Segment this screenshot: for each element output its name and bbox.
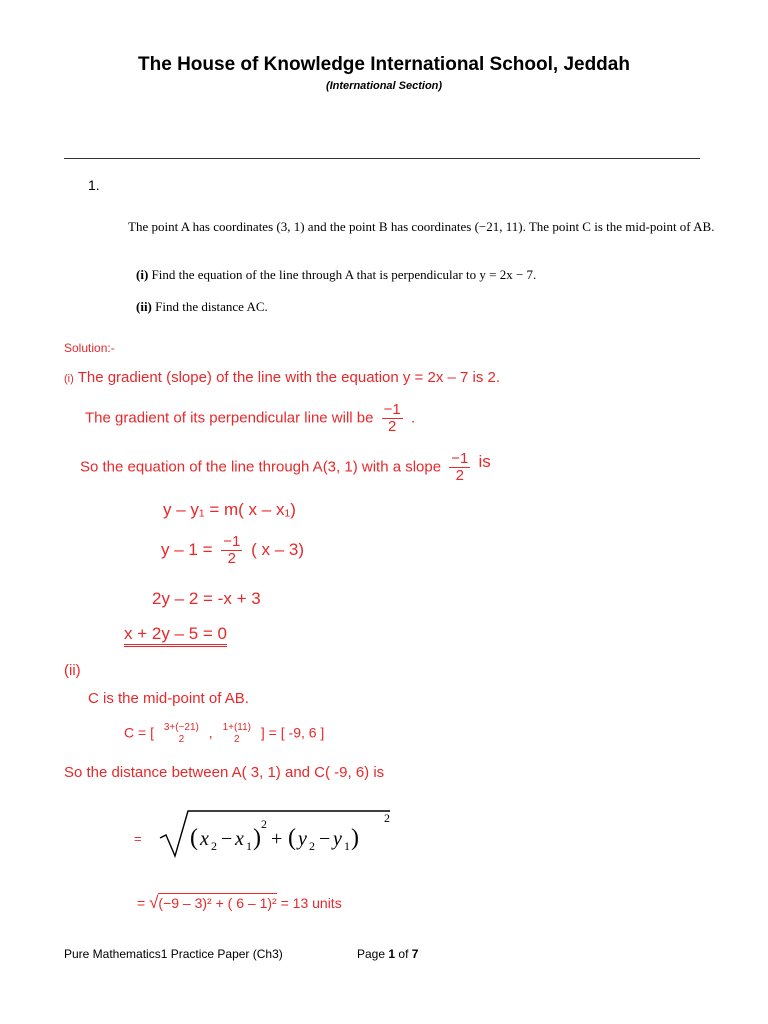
formula-x2: x [200, 828, 209, 850]
midpoint-prefix: C = [ [124, 724, 154, 741]
footer-page-prefix: Page [357, 947, 386, 961]
distance-statement: So the distance between A( 3, 1) and C( -9, 6) is [64, 764, 385, 781]
fraction-numerator: −1 [383, 401, 401, 418]
solution-heading: Solution:- [64, 341, 115, 355]
midpoint-comma: , [208, 724, 213, 741]
solution-line-1-text: The gradient (slope) of the line with the equation y = 2x – 7 is 2. [77, 369, 501, 386]
question-text: The point A has coordinates (3, 1) and the point B has coordinates (−21, 11). The point C is the mid-point of AB. [128, 219, 715, 234]
fraction-denominator: 2 [455, 467, 464, 484]
formula-square-1: 2 [261, 817, 267, 831]
formula-y2: y [298, 828, 307, 850]
page-title: The House of Knowledge International School, Jeddah [138, 54, 630, 75]
solution-line-3 [80, 451, 491, 484]
question-part-ii-label: (ii) [136, 299, 152, 314]
midpoint-y-fraction [221, 722, 253, 746]
formula-minus-2: − [319, 828, 331, 850]
formula-y1-sub: 1 [344, 839, 350, 853]
fraction-denominator: 2 [227, 550, 236, 567]
distance-formula [158, 808, 398, 858]
fraction-denominator: 2 [388, 418, 397, 435]
solution-line-3-prefix: So the equation of the line through A(3, 1) with a slope [80, 458, 442, 476]
footer-paper-title: Pure Mathematics1 Practice Paper (Ch3) [64, 947, 283, 961]
equation-final [124, 624, 227, 644]
distance-result-value: = 13 units [280, 895, 342, 911]
equation-final-text: x + 2y – 5 = 0 [124, 624, 227, 647]
question-number: 1. [88, 177, 100, 193]
formula-square-2: 2 [384, 811, 390, 825]
formula-paren-open-1: ( [190, 825, 198, 851]
equation-expanded: 2y – 2 = -x + 3 [152, 589, 261, 608]
distance-result [137, 893, 342, 913]
solution-line-2-prefix: The gradient of its perpendicular line will be [85, 409, 374, 427]
formula-x1-sub: 1 [246, 839, 252, 853]
midpoint-suffix: ] = [ -9, 6 ] [260, 724, 325, 741]
fraction-denominator: 2 [234, 734, 240, 745]
solution-line-3-suffix: is [478, 452, 491, 472]
question-part-ii [136, 299, 268, 315]
formula-paren-close-1: ) [253, 825, 261, 851]
fraction-numerator: 3+(−21) [163, 722, 199, 733]
fraction-numerator: −1 [451, 450, 469, 467]
footer-page-number [357, 947, 418, 961]
formula-x2-sub: 2 [211, 839, 217, 853]
radical-symbol-icon: √ [149, 893, 159, 912]
question-part-i-label: (i) [136, 267, 149, 282]
formula-paren-open-2: ( [288, 825, 296, 851]
formula-x1: x [235, 828, 244, 850]
distance-equals-sign: = [134, 831, 142, 846]
distance-result-equals: = [137, 895, 146, 911]
fraction-denominator: 2 [178, 734, 185, 745]
formula-plus: + [271, 828, 283, 850]
equation-slope-fraction [221, 534, 242, 567]
equation-substituted [161, 534, 304, 567]
solution-part-i-label: (i) [64, 373, 74, 385]
equation-substituted-suffix: ( x – 3) [251, 539, 304, 559]
formula-y2-sub: 2 [309, 839, 315, 853]
slope-fraction [449, 451, 470, 484]
solution-line-1 [64, 369, 500, 386]
formula-minus-1: − [221, 828, 233, 850]
question-part-i [136, 267, 536, 283]
solution-part-ii-label: (ii) [64, 662, 81, 679]
fraction-numerator: 1+(11) [222, 722, 252, 733]
question-part-ii-text: Find the distance AC. [155, 299, 268, 314]
perpendicular-slope-fraction [382, 402, 403, 435]
midpoint-calculation [124, 722, 324, 746]
footer-page-of: of [398, 947, 409, 961]
equation-point-slope: y – y₁ = m( x – x₁) [163, 500, 296, 519]
formula-y1: y [333, 828, 342, 850]
fraction-numerator: −1 [223, 533, 241, 550]
equation-substituted-prefix: y – 1 = [161, 539, 213, 559]
midpoint-x-fraction [162, 722, 201, 746]
footer-page-current: 1 [388, 947, 396, 961]
distance-result-radicand: (−9 – 3)² + ( 6 – 1)² [158, 895, 277, 911]
solution-line-2-suffix: . [410, 409, 416, 427]
solution-line-2 [85, 402, 415, 435]
formula-paren-close-2: ) [351, 825, 359, 851]
midpoint-statement: C is the mid-point of AB. [88, 690, 249, 707]
question-part-i-text: Find the equation of the line through A that is perpendicular to y = 2x − 7. [151, 267, 537, 282]
header-divider [64, 158, 700, 159]
page-subtitle: (International Section) [325, 80, 443, 92]
footer-page-total: 7 [411, 947, 419, 961]
